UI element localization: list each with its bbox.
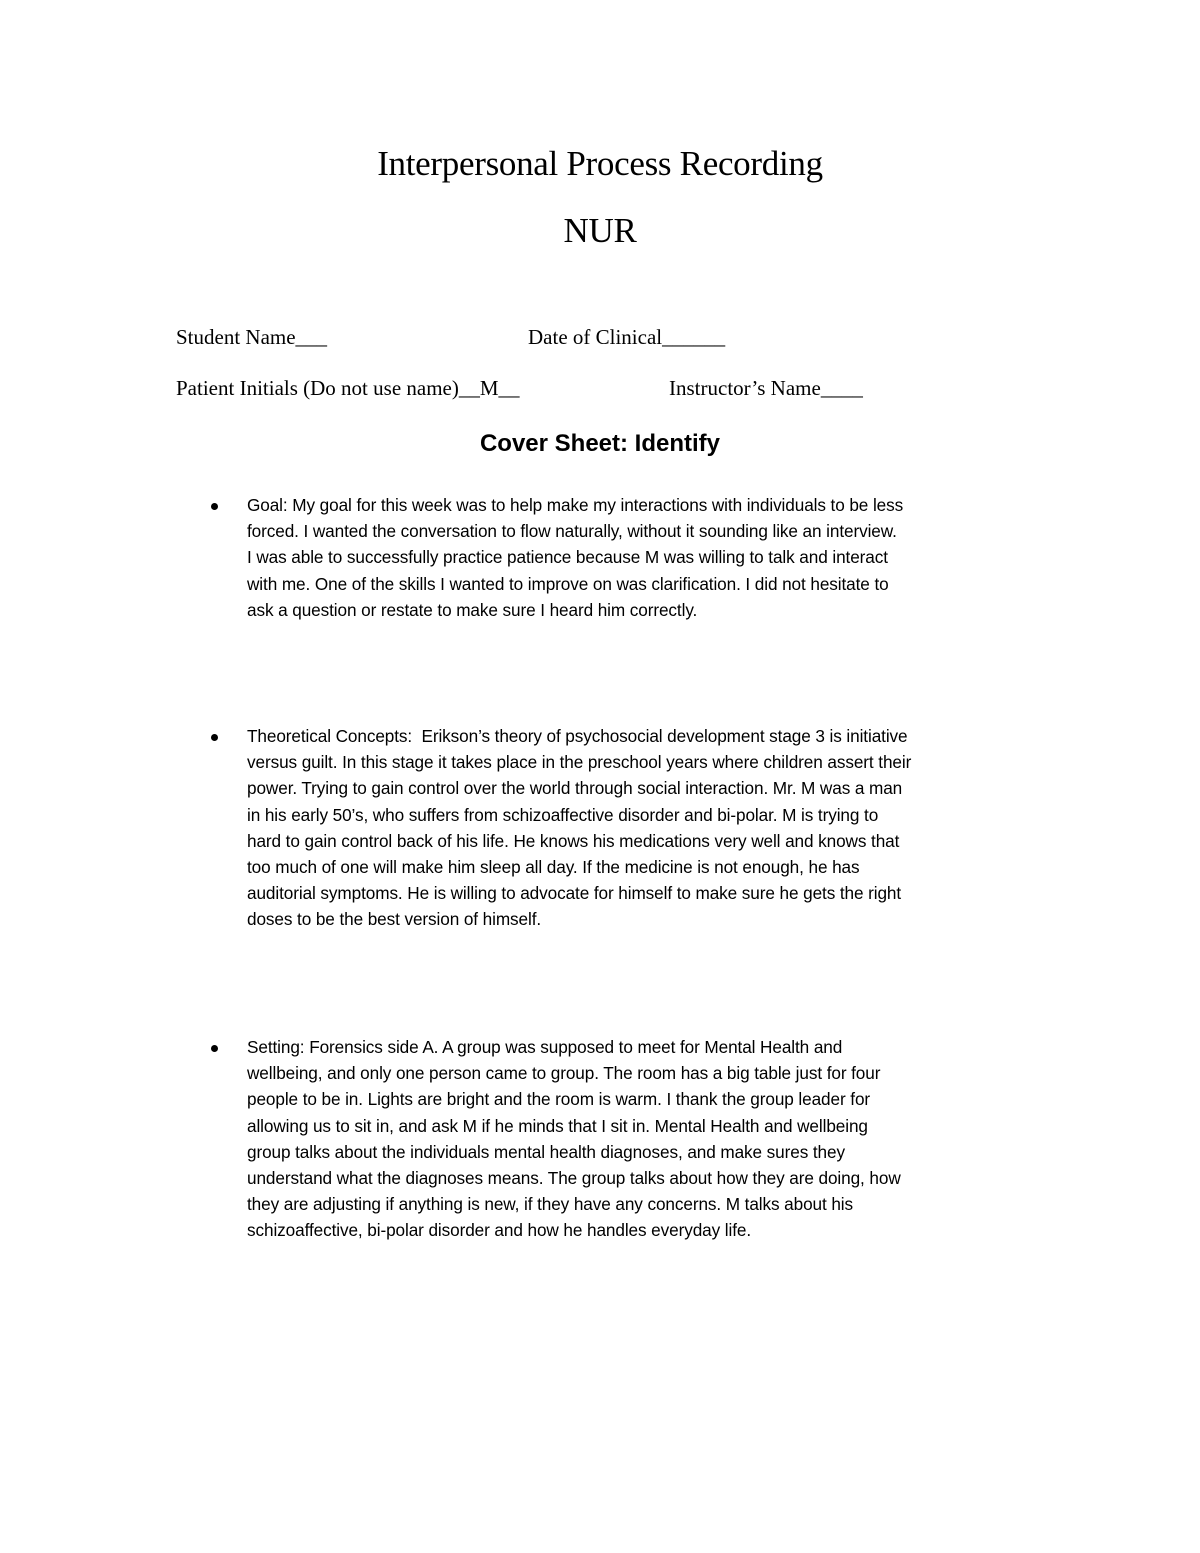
patient-initials-field: Patient Initials (Do not use name)__M__ — [176, 376, 520, 400]
setting-label: Setting: — [247, 1037, 305, 1057]
setting-line: people to be in. Lights are bright and the room is warm. I thank the group leader for — [247, 1089, 871, 1110]
section-heading: Cover Sheet: Identify — [479, 430, 721, 457]
list-item-goal — [211, 492, 1011, 623]
goal-line: Goal: My goal for this week was to help make my interactions with individuals to be less — [247, 495, 904, 515]
course-code: NUR — [563, 211, 637, 250]
bullet-icon — [211, 1045, 218, 1052]
goal-text — [247, 492, 1011, 623]
setting-line: wellbeing, and only one person came to group. The room has a big table just for four — [247, 1063, 881, 1084]
theory-line: in his early 50’s, who suffers from schizoaffective disorder and bi-polar. M is trying to — [247, 804, 879, 825]
theoretical-concepts-label: Theoretical Concepts: — [247, 726, 413, 746]
setting-line: understand what the diagnoses means. The group talks about how they are doing, how — [247, 1168, 901, 1189]
theory-line: auditorial symptoms. He is willing to advocate for himself to make sure he gets the right — [247, 883, 902, 904]
bullet-icon — [211, 734, 218, 741]
list-item-theoretical-concepts — [211, 723, 1011, 933]
setting-line: schizoaffective, bi-polar disorder and how he handles everyday life. — [247, 1220, 752, 1241]
date-of-clinical-field: Date of Clinical______ — [528, 325, 726, 349]
goal-line: with me. One of the skills I wanted to improve on was clarification. I did not hesitate to — [247, 573, 889, 594]
setting-line: allowing us to sit in, and ask M if he minds that I sit in. Mental Health and wellbeing — [247, 1115, 868, 1136]
theoretical-concepts-text — [247, 723, 1011, 933]
theory-line: Theoretical Concepts: Erikson’s theory of psychosocial development stage 3 is initiative — [247, 726, 908, 746]
instructors-name-field: Instructor’s Name____ — [669, 376, 863, 400]
theory-line: hard to gain control back of his life. He knows his medications very well and knows that — [247, 830, 900, 851]
setting-line: group talks about the individuals mental health diagnoses, and make sures they — [247, 1141, 845, 1162]
goal-line: I was able to successfully practice patience because M was willing to talk and interact — [247, 547, 888, 568]
bullet-icon — [211, 503, 218, 510]
list-item-setting — [211, 1034, 1011, 1244]
goal-label: Goal: — [247, 495, 288, 515]
theory-line: too much of one will make him sleep all day. If the medicine is not enough, he has — [247, 857, 860, 878]
student-name-field: Student Name___ — [176, 325, 328, 349]
goal-line: ask a question or restate to make sure I heard him correctly. — [247, 599, 698, 620]
setting-line: Setting: Forensics side A. A group was supposed to meet for Mental Health and — [247, 1037, 843, 1057]
theory-line: versus guilt. In this stage it takes place in the preschool years where children assert their — [247, 752, 912, 773]
theory-line: power. Trying to gain control over the world through social interaction. Mr. M was a man — [247, 778, 903, 799]
theory-line: doses to be the best version of himself. — [247, 909, 542, 930]
setting-line: they are adjusting if anything is new, if they have any concerns. M talks about his — [247, 1194, 854, 1215]
setting-text — [247, 1034, 1011, 1244]
document-title: Interpersonal Process Recording — [377, 144, 823, 183]
goal-line: forced. I wanted the conversation to flow naturally, without it sounding like an interview. — [247, 521, 897, 542]
